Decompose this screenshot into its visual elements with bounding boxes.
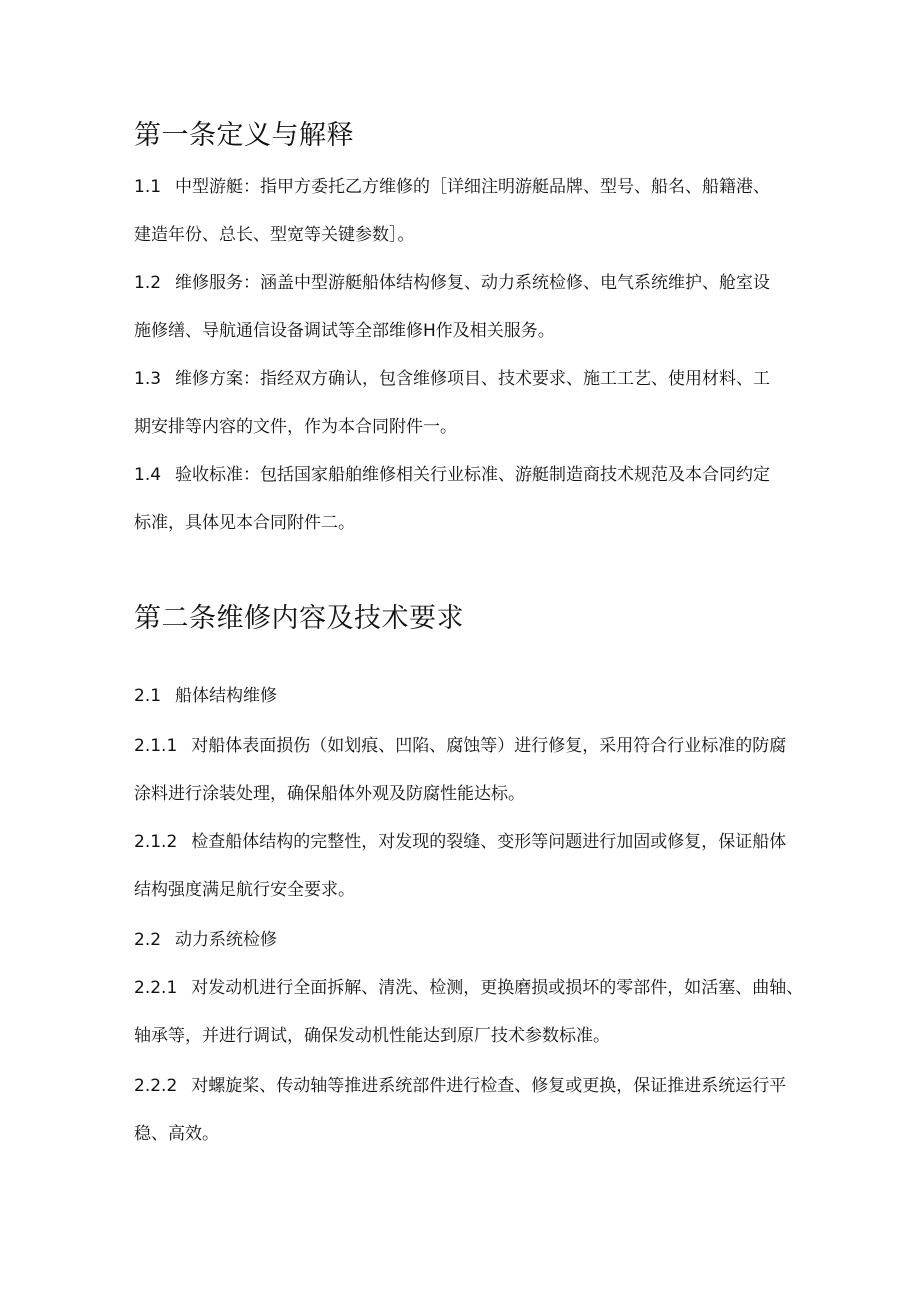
clause-number: 1.1 <box>134 177 162 197</box>
article-1-title: 第一条定义与解释 <box>134 120 354 151</box>
clause-text: 验收标准：包括国家船舶维修相关行业标准、游艇制造商技术规范及本合同约定 <box>175 465 771 485</box>
clause-1-1-line-2: 建造年份、总长、型宽等关键参数］。 <box>134 225 415 245</box>
section-number: 2.1 <box>134 686 162 706</box>
clause-1-3 <box>134 355 782 451</box>
clause-text: 检查船体结构的完整性，对发现的裂缝、变形等问题进行加固或修复，保证船体 <box>191 832 787 852</box>
clause-text: 对船体表面损伤（如划痕、凹陷、腐蚀等）进行修复，采用符合行业标准的防腐 <box>191 736 787 756</box>
section-text: 船体结构维修 <box>175 686 278 706</box>
clause-2-1-1 <box>134 722 787 818</box>
clause-1-4-line-2: 标准，具体见本合同附件二。 <box>134 513 355 533</box>
clause-2-2-1-line-1 <box>134 964 804 1012</box>
clause-number: 2.2.1 <box>134 978 178 998</box>
clause-1-4 <box>134 451 782 547</box>
section-2-2-line <box>134 916 782 964</box>
section-number: 2.2 <box>134 930 162 950</box>
clause-2-1-2 <box>134 818 787 914</box>
clause-2-1-2-line-1 <box>134 818 787 866</box>
section-2-2 <box>134 916 782 964</box>
clause-2-2-1-line-2: 轴承等，并进行调试，确保发动机性能达到原厂技术参数标准。 <box>134 1026 610 1046</box>
section-2-1 <box>134 672 782 720</box>
clause-1-2 <box>134 259 782 355</box>
clause-text: 对发动机进行全面拆解、清洗、检测，更换磨损或损坏的零部件，如活塞、曲轴、 <box>191 978 804 998</box>
clause-1-2-line-1 <box>134 259 782 307</box>
clause-number: 1.2 <box>134 273 162 293</box>
section-2-1-line <box>134 672 782 720</box>
clause-1-4-line-1 <box>134 451 782 499</box>
clause-2-1-1-line-2: 涂料进行涂装处理，确保船体外观及防腐性能达标。 <box>134 784 525 804</box>
clause-number: 2.1.1 <box>134 736 178 756</box>
clause-text: 维修服务：涵盖中型游艇船体结构修复、动力系统检修、电气系统维护、舱室设 <box>175 273 771 293</box>
clause-text: 中型游艇：指甲方委托乙方维修的［详细注明游艇品牌、型号、船名、船籍港、 <box>175 177 771 197</box>
clause-text: 对螺旋桨、传动轴等推进系统部件进行检查、修复或更换，保证推进系统运行平 <box>191 1076 787 1096</box>
clause-1-2-line-2: 施修缮、导航通信设备调试等全部维修H作及相关服务。 <box>134 321 555 341</box>
clause-number: 1.4 <box>134 465 162 485</box>
clause-1-3-line-1 <box>134 355 782 403</box>
clause-2-2-2 <box>134 1062 787 1158</box>
clause-number: 1.3 <box>134 369 162 389</box>
clause-1-1-line-1 <box>134 163 782 211</box>
article-2-title: 第二条维修内容及技术要求 <box>134 603 464 634</box>
clause-2-2-2-line-2: 稳、高效。 <box>134 1124 219 1144</box>
clause-2-1-1-line-1 <box>134 722 787 770</box>
clause-2-1-2-line-2: 结构强度满足航行安全要求。 <box>134 880 355 900</box>
clause-2-2-1 <box>134 964 804 1060</box>
clause-1-1 <box>134 163 782 259</box>
clause-number: 2.1.2 <box>134 832 178 852</box>
clause-1-3-line-2: 期安排等内容的文件，作为本合同附件一。 <box>134 417 457 437</box>
clause-text: 维修方案：指经双方确认，包含维修项目、技术要求、施工工艺、使用材料、工 <box>175 369 771 389</box>
section-text: 动力系统检修 <box>175 930 278 950</box>
clause-2-2-2-line-1 <box>134 1062 787 1110</box>
clause-number: 2.2.2 <box>134 1076 178 1096</box>
